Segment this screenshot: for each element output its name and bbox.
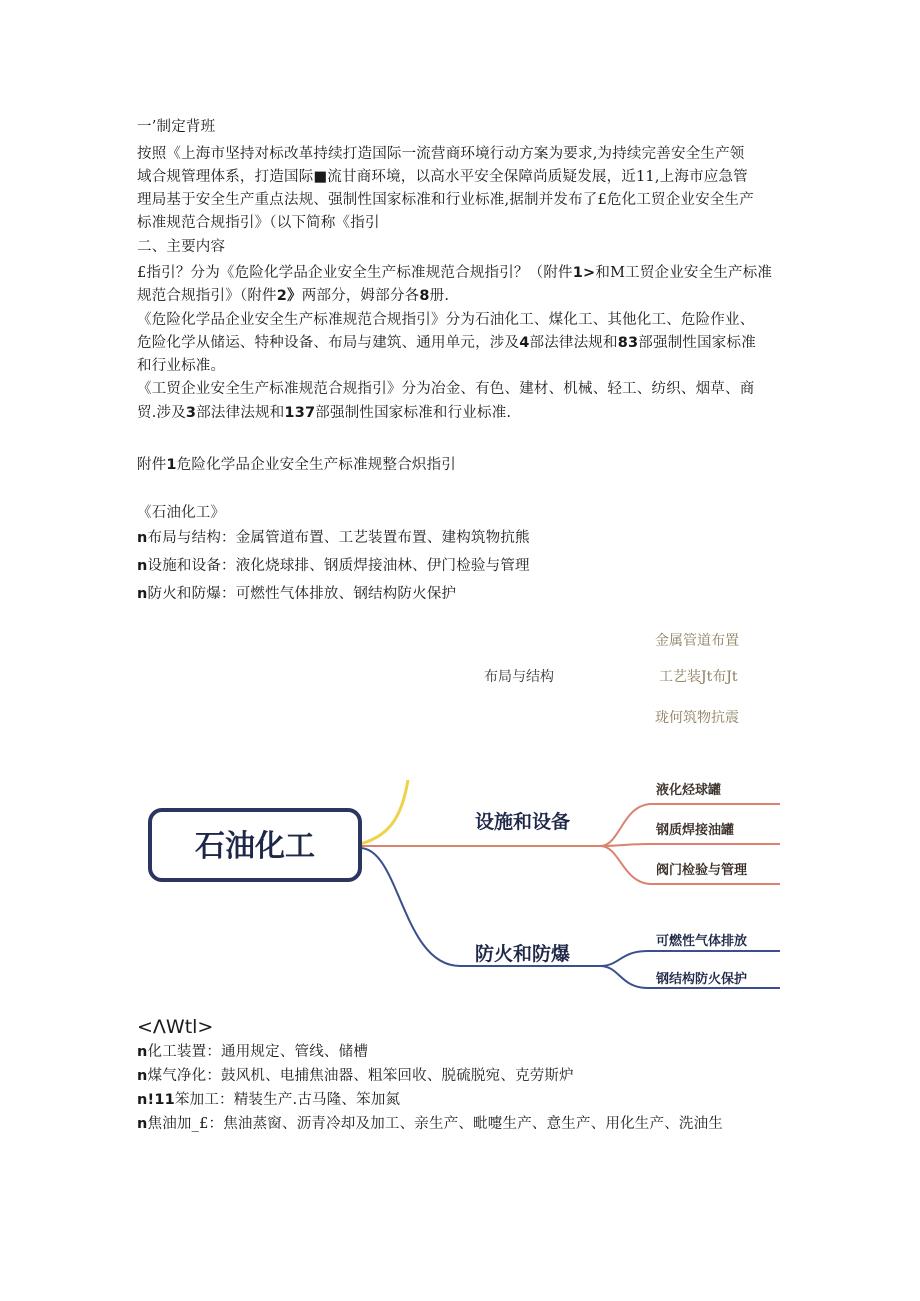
coal-item: n化工装置：通用规定、管线、储槽: [137, 1044, 369, 1060]
section1-heading: 一’制定背班: [137, 119, 216, 135]
mindmap-leaf: 阀门检验与管理: [656, 863, 748, 878]
section1-para-line: 按照《上海市坚持对标改革持续打造国际一流营商环境行动方案为要求,为持续完善安全生产领: [137, 146, 745, 162]
section2-p3-line2: 贸.涉及3部法律法规和137部强制性国家标准和行业标准.: [137, 405, 512, 421]
mindmap-leaf: 液化烃球罐: [656, 783, 722, 798]
section2-p2-line3: 和行业标准。: [137, 358, 226, 374]
coal-item: n煤气净化：鼓风机、电捕焦油器、粗笨回收、脱硫脱宛、克劳斯炉: [137, 1068, 574, 1084]
section1-para-line: 理局基于安全生产重点法规、强制性国家标准和行业标准,据制并发布了£危化工贸企业安全生产: [137, 192, 754, 208]
petro-item: n设施和设备：液化烧球排、钢质焊接油林、伊门检验与管理: [137, 558, 530, 574]
mindmap-leaf: 钢结构防火保护: [656, 972, 748, 987]
mindmap-connector-red-mid: [600, 844, 780, 846]
mindmap-diagram: [140, 776, 780, 996]
section1-para-line: 标准规范合规指引》（以下简称《指引: [137, 215, 380, 231]
section2-p1-line2: 规范合规指引》（附件2》两部分，姆部分各8册.: [137, 288, 450, 304]
mindmap-leaf: 钢质焊接油罐: [656, 823, 735, 838]
petro-item: n布局与结构：金属管道布置、工艺装置布置、建构筑物抗熊: [137, 530, 530, 546]
section2-p3-line1: 《工贸企业安全生产标准规范合规指引》分为冶金、有色、建材、机械、轻工、纺织、烟草、商: [137, 381, 755, 397]
mindmap-top-leaf: 珑何筑物抗震: [655, 710, 739, 726]
coal-item: n焦油加_£：焦油蒸窗、沥青冷却及加工、亲生产、毗嚏生产、意生产、用化生产、洗油生: [137, 1116, 724, 1132]
section2-heading: 二、主要内容: [137, 239, 226, 255]
coal-title: <ΛWtl>: [137, 1016, 214, 1038]
section1-para-line: 域合规管理体系，打造国际■流甘商环境，以高水平安全保障尚质疑发展，近11,上海市应急管: [137, 169, 748, 185]
petro-title: 《石油化工》: [137, 505, 226, 521]
mindmap-branch2-label: 防火和防爆: [475, 943, 571, 965]
section2-p1-line1: £指引？分为《危险化学品企业安全生产标准规范合规指引？（附件1>和M工贸企业安全生产标准: [137, 265, 773, 281]
section2-p2-line2: 危险化学从储运、特种设备、布局与建筑、通用单元，涉及4部法律法规和83部强制性国家标准: [137, 335, 756, 351]
petro-item: n防火和防爆：可燃性气体排放、钢结构防火保护: [137, 586, 457, 602]
mindmap-branch1-label: 设施和设备: [475, 811, 571, 833]
section2-p2-line1: 《危险化学品企业安全生产标准规范合规指引》分为石油化工、煤化工、其他化工、危险作业、: [137, 312, 755, 328]
mindmap-top-leaf: 金属管道布置: [655, 633, 739, 649]
mindmap-root-label: 石油化工: [195, 829, 315, 864]
attachment-title: 附件1危险化学品企业安全生产标准规整合炽指引: [137, 457, 457, 473]
mindmap-top-leaf: 工艺装Jt布Jt: [659, 669, 738, 685]
mindmap-connector-yellow: [360, 780, 408, 844]
mindmap-leaf: 可燃性气体排放: [656, 934, 748, 949]
coal-item: n!11笨加工：精装生产.古马隆、笨加氮: [137, 1092, 401, 1108]
mindmap-connector-blue-up: [600, 951, 780, 966]
mindmap-top-branch: 布局与结构: [484, 669, 554, 685]
